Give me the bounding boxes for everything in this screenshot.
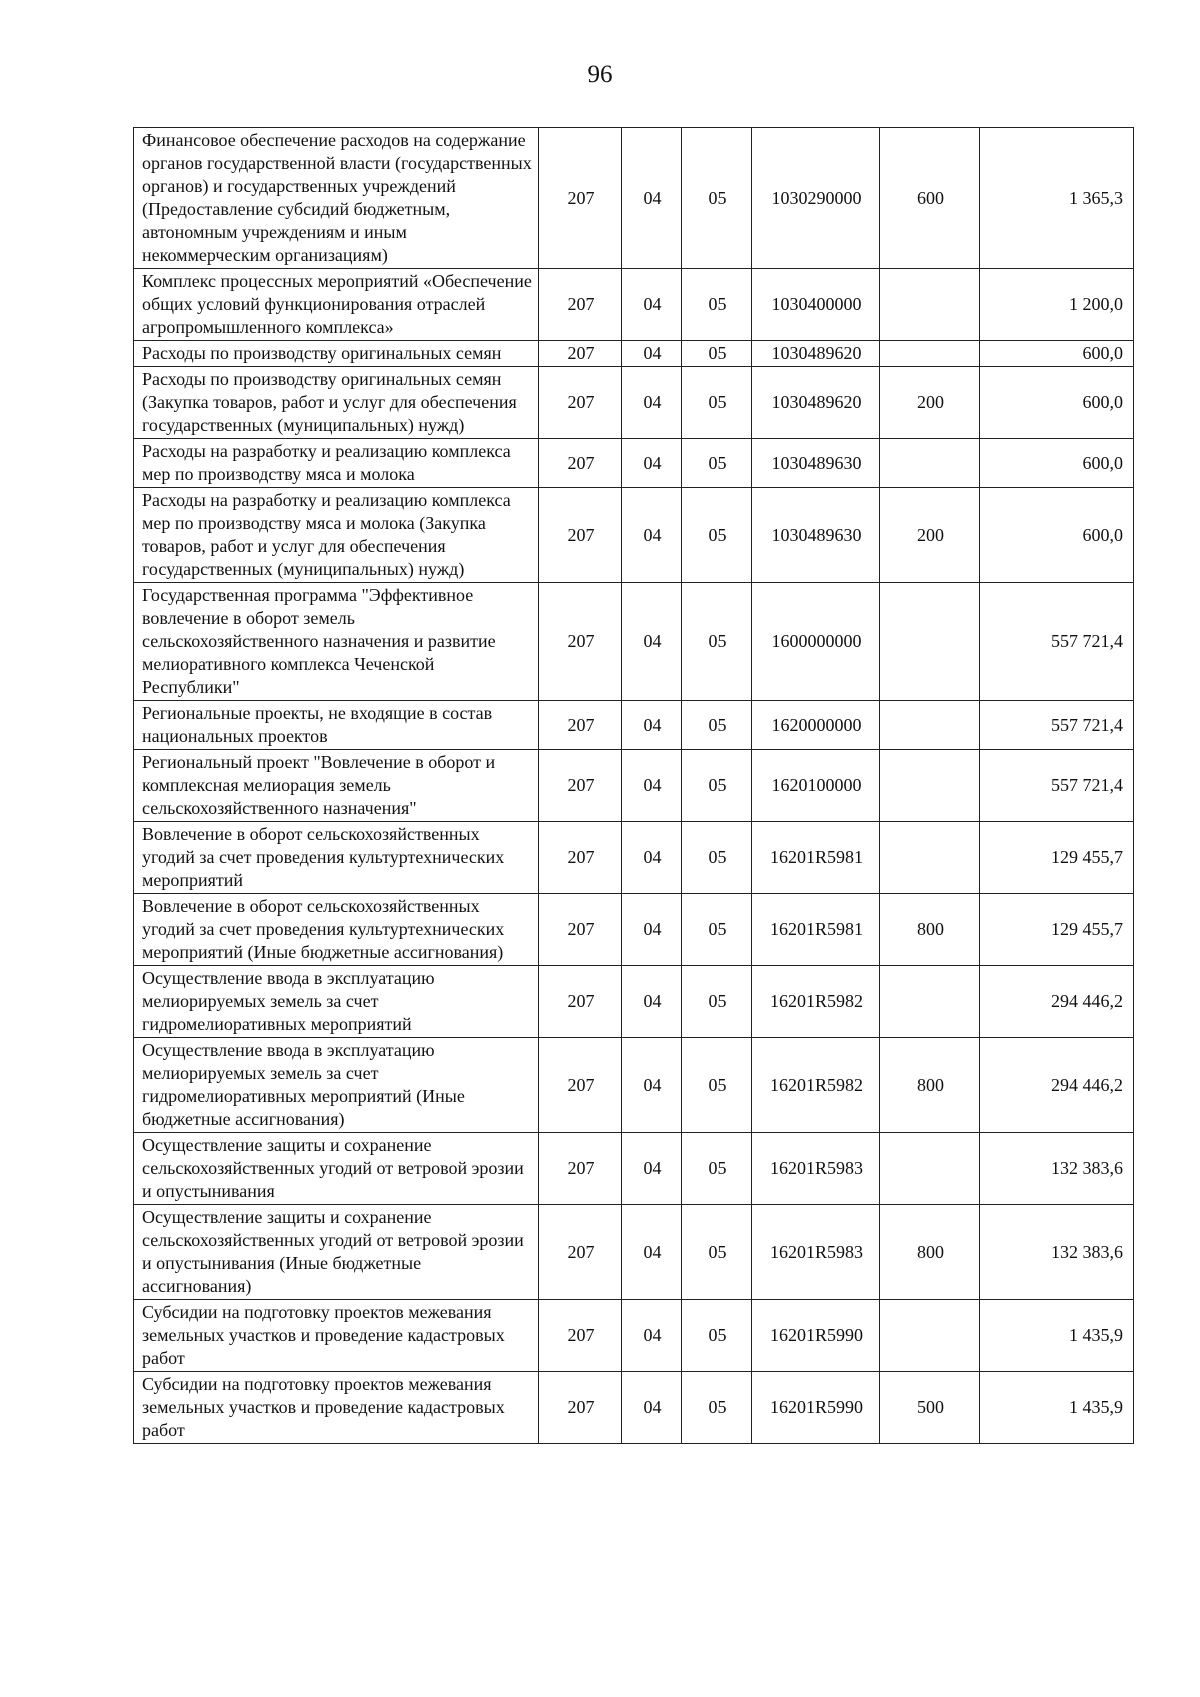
amount: 557 721,4 (980, 701, 1134, 750)
expense-type-code (880, 701, 980, 750)
amount: 600,0 (980, 488, 1134, 583)
grbs-code: 207 (539, 367, 622, 439)
expense-type-code (880, 583, 980, 701)
expense-type-code: 200 (880, 367, 980, 439)
grbs-code: 207 (539, 1372, 622, 1444)
item-name: Региональный проект "Вовлечение в оборот и комплексная мелиорация земель сельскохозяйственного назначения" (134, 750, 539, 822)
table-row (134, 1038, 1134, 1133)
target-article-code: 1620100000 (752, 750, 880, 822)
grbs-code: 207 (539, 1205, 622, 1300)
expense-type-code (880, 750, 980, 822)
grbs-code: 207 (539, 701, 622, 750)
section-code: 04 (622, 966, 682, 1038)
amount: 600,0 (980, 367, 1134, 439)
amount: 294 446,2 (980, 966, 1134, 1038)
section-code: 04 (622, 439, 682, 488)
section-code: 04 (622, 701, 682, 750)
budget-table (133, 127, 1134, 1444)
target-article-code: 1030489630 (752, 439, 880, 488)
expense-type-code (880, 341, 980, 367)
item-name: Вовлечение в оборот сельскохозяйственных угодий за счет проведения культуртехнических мероприятий (134, 822, 539, 894)
table-row (134, 269, 1134, 341)
subsection-code: 05 (682, 701, 752, 750)
target-article-code: 1030489620 (752, 367, 880, 439)
section-code: 04 (622, 894, 682, 966)
table-row (134, 583, 1134, 701)
amount: 129 455,7 (980, 894, 1134, 966)
expense-type-code: 600 (880, 128, 980, 269)
expense-type-code (880, 1300, 980, 1372)
target-article-code: 1600000000 (752, 583, 880, 701)
item-name: Осуществление защиты и сохранение сельскохозяйственных угодий от ветровой эрозии и опустынивания (134, 1133, 539, 1205)
subsection-code: 05 (682, 488, 752, 583)
expense-type-code: 800 (880, 894, 980, 966)
subsection-code: 05 (682, 1038, 752, 1133)
grbs-code: 207 (539, 1133, 622, 1205)
grbs-code: 207 (539, 583, 622, 701)
item-name: Расходы по производству оригинальных семян (Закупка товаров, работ и услуг для обеспечения государственных (муниципальных) нужд) (134, 367, 539, 439)
section-code: 04 (622, 750, 682, 822)
target-article-code: 16201R5981 (752, 894, 880, 966)
target-article-code: 16201R5983 (752, 1205, 880, 1300)
item-name: Осуществление ввода в эксплуатацию мелиорируемых земель за счет гидромелиоративных мероприятий (Иные бюджетные ассигнования) (134, 1038, 539, 1133)
table-row (134, 1133, 1134, 1205)
table-row (134, 966, 1134, 1038)
expense-type-code (880, 822, 980, 894)
table-row (134, 488, 1134, 583)
amount: 600,0 (980, 341, 1134, 367)
amount: 1 435,9 (980, 1372, 1134, 1444)
table-row (134, 750, 1134, 822)
page-number: 96 (587, 61, 613, 88)
target-article-code: 16201R5982 (752, 1038, 880, 1133)
grbs-code: 207 (539, 966, 622, 1038)
grbs-code: 207 (539, 341, 622, 367)
subsection-code: 05 (682, 894, 752, 966)
amount: 1 435,9 (980, 1300, 1134, 1372)
subsection-code: 05 (682, 269, 752, 341)
grbs-code: 207 (539, 128, 622, 269)
subsection-code: 05 (682, 1133, 752, 1205)
item-name: Комплекс процессных мероприятий «Обеспечение общих условий функционирования отраслей агропромышленного комплекса» (134, 269, 539, 341)
subsection-code: 05 (682, 1372, 752, 1444)
table-row (134, 1205, 1134, 1300)
item-name: Государственная программа "Эффективное вовлечение в оборот земель сельскохозяйственного назначения и развитие мелиоративного комплекса Чеченской Республики" (134, 583, 539, 701)
grbs-code: 207 (539, 1300, 622, 1372)
amount: 557 721,4 (980, 750, 1134, 822)
section-code: 04 (622, 1038, 682, 1133)
table-row (134, 822, 1134, 894)
amount: 1 200,0 (980, 269, 1134, 341)
target-article-code: 16201R5990 (752, 1300, 880, 1372)
table-row (134, 439, 1134, 488)
table-row (134, 367, 1134, 439)
amount: 294 446,2 (980, 1038, 1134, 1133)
expense-type-code: 200 (880, 488, 980, 583)
section-code: 04 (622, 128, 682, 269)
target-article-code: 1030400000 (752, 269, 880, 341)
target-article-code: 16201R5983 (752, 1133, 880, 1205)
section-code: 04 (622, 583, 682, 701)
target-article-code: 1030290000 (752, 128, 880, 269)
section-code: 04 (622, 367, 682, 439)
section-code: 04 (622, 488, 682, 583)
target-article-code: 1030489630 (752, 488, 880, 583)
amount: 132 383,6 (980, 1133, 1134, 1205)
section-code: 04 (622, 269, 682, 341)
item-name: Субсидии на подготовку проектов межевания земельных участков и проведение кадастровых работ (134, 1372, 539, 1444)
subsection-code: 05 (682, 822, 752, 894)
section-code: 04 (622, 822, 682, 894)
amount: 557 721,4 (980, 583, 1134, 701)
expense-type-code (880, 966, 980, 1038)
grbs-code: 207 (539, 822, 622, 894)
table-row (134, 1300, 1134, 1372)
subsection-code: 05 (682, 1300, 752, 1372)
expense-type-code (880, 1133, 980, 1205)
expense-type-code (880, 269, 980, 341)
item-name: Расходы на разработку и реализацию комплекса мер по производству мяса и молока (134, 439, 539, 488)
table-row (134, 1372, 1134, 1444)
subsection-code: 05 (682, 128, 752, 269)
grbs-code: 207 (539, 488, 622, 583)
item-name: Расходы по производству оригинальных семян (134, 341, 539, 367)
grbs-code: 207 (539, 439, 622, 488)
target-article-code: 1620000000 (752, 701, 880, 750)
target-article-code: 16201R5982 (752, 966, 880, 1038)
section-code: 04 (622, 1372, 682, 1444)
item-name: Осуществление защиты и сохранение сельскохозяйственных угодий от ветровой эрозии и опустынивания (Иные бюджетные ассигнования) (134, 1205, 539, 1300)
item-name: Осуществление ввода в эксплуатацию мелиорируемых земель за счет гидромелиоративных мероприятий (134, 966, 539, 1038)
table-row (134, 128, 1134, 269)
amount: 600,0 (980, 439, 1134, 488)
target-article-code: 16201R5981 (752, 822, 880, 894)
table-row (134, 894, 1134, 966)
amount: 1 365,3 (980, 128, 1134, 269)
item-name: Расходы на разработку и реализацию комплекса мер по производству мяса и молока (Закупка товаров, работ и услуг для обеспечения государственных (муниципальных) нужд) (134, 488, 539, 583)
grbs-code: 207 (539, 1038, 622, 1133)
amount: 129 455,7 (980, 822, 1134, 894)
subsection-code: 05 (682, 750, 752, 822)
subsection-code: 05 (682, 439, 752, 488)
expense-type-code (880, 439, 980, 488)
section-code: 04 (622, 1205, 682, 1300)
target-article-code: 1030489620 (752, 341, 880, 367)
item-name: Субсидии на подготовку проектов межевания земельных участков и проведение кадастровых работ (134, 1300, 539, 1372)
subsection-code: 05 (682, 367, 752, 439)
grbs-code: 207 (539, 269, 622, 341)
item-name: Региональные проекты, не входящие в состав национальных проектов (134, 701, 539, 750)
target-article-code: 16201R5990 (752, 1372, 880, 1444)
grbs-code: 207 (539, 750, 622, 822)
subsection-code: 05 (682, 966, 752, 1038)
table-row (134, 701, 1134, 750)
section-code: 04 (622, 1133, 682, 1205)
subsection-code: 05 (682, 583, 752, 701)
subsection-code: 05 (682, 341, 752, 367)
expense-type-code: 500 (880, 1372, 980, 1444)
amount: 132 383,6 (980, 1205, 1134, 1300)
section-code: 04 (622, 341, 682, 367)
grbs-code: 207 (539, 894, 622, 966)
expense-type-code: 800 (880, 1205, 980, 1300)
expense-type-code: 800 (880, 1038, 980, 1133)
section-code: 04 (622, 1300, 682, 1372)
subsection-code: 05 (682, 1205, 752, 1300)
item-name: Финансовое обеспечение расходов на содержание органов государственной власти (государственных органов) и государственных учреждений (Предоставление субсидий бюджетным, автономным учреждениям и иным некоммерческим организациям) (134, 128, 539, 269)
table-row (134, 341, 1134, 367)
item-name: Вовлечение в оборот сельскохозяйственных угодий за счет проведения культуртехнических мероприятий (Иные бюджетные ассигнования) (134, 894, 539, 966)
